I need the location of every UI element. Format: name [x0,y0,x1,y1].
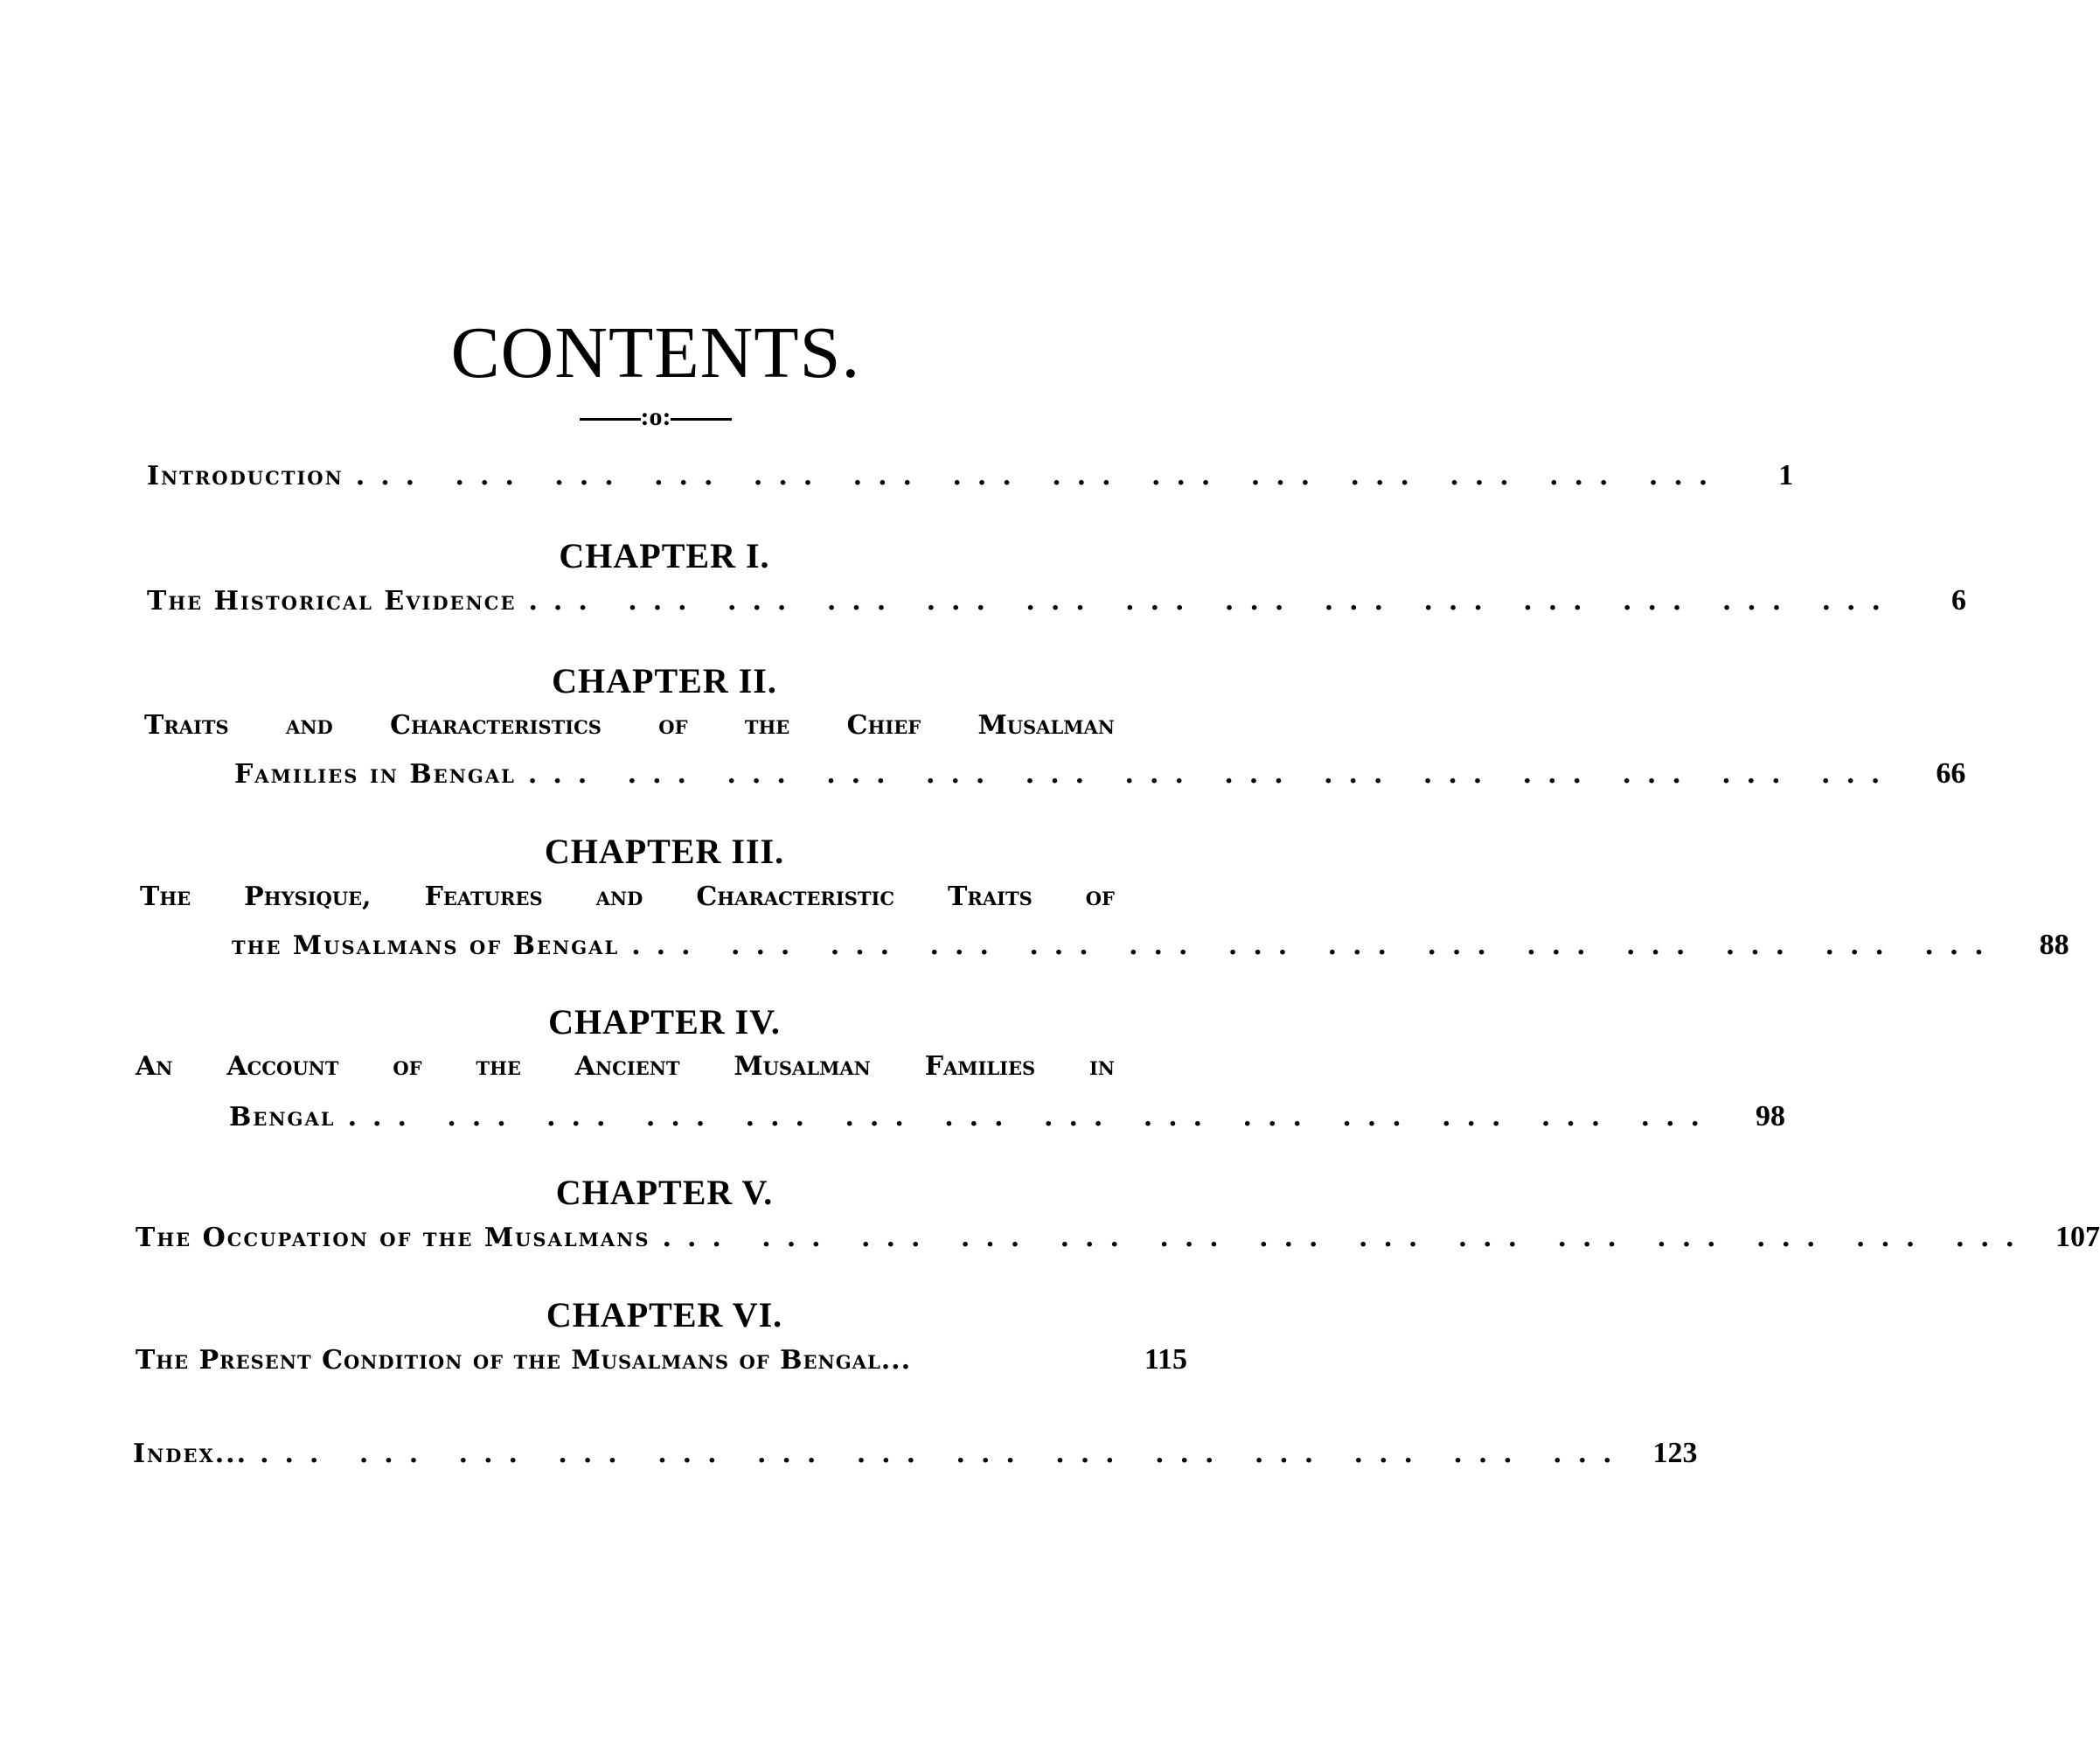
toc-word: The [140,881,191,912]
chapter-heading: CHAPTER I. [559,536,770,575]
toc-word: Chief [846,710,921,741]
ornament-mark: :o: [640,402,671,431]
ornament-rule-left [580,418,641,421]
toc-word: Traits [948,881,1033,912]
toc-page-number: 107 [2055,1221,2100,1253]
toc-word: Characteristic [696,881,895,912]
page-title: CONTENTS. [450,312,861,394]
toc-word: the [744,710,790,741]
toc-word: Physique, [244,881,372,912]
toc-word: Characteristics [390,710,601,741]
toc-word: Traits [144,710,229,741]
toc-entry-label: The Occupation of the Musalmans [136,1223,650,1253]
toc-page-number: 6 [1950,584,1966,617]
toc-word: of [658,710,688,741]
dot-leader: ... ... ... ... ... ... ... ... ... ... ... ... ... ... [347,1102,1716,1132]
toc-entry-label: Index... [133,1439,248,1469]
chapter-heading: CHAPTER IV. [548,1002,781,1042]
chapter-heading: CHAPTER VI. [546,1295,783,1334]
toc-entry-chapter-2-line1 [144,710,1115,741]
toc-word: the [476,1051,521,1082]
dot-leader: ... ... ... ... ... ... ... ... ... ... ... ... ... ... [355,461,1724,491]
toc-page-number: 66 [1936,757,1966,790]
toc-page-number: 123 [1652,1437,1698,1469]
dot-leader: ... ... ... ... ... ... ... ... ... ... ... ... ... ... [528,586,1896,617]
toc-word: Musalman [977,710,1115,741]
title-ornament [0,402,1311,432]
dot-leader: ... ... ... ... ... ... ... ... ... ... ... ... ... ... [662,1223,2030,1253]
toc-page-number: 88 [2039,929,2069,961]
toc-page-number: 1 [1778,459,1794,491]
toc-word: of [393,1051,422,1082]
dot-leader: ... ... ... ... ... ... ... ... ... ... ... ... ... ... [631,930,1999,961]
toc-entry-label: The Present Condition of the Musalmans of Bengal... [136,1345,912,1376]
chapter-heading: CHAPTER II. [552,661,777,700]
toc-word: An [136,1051,173,1082]
toc-entry-chapter-6[interactable] [136,1343,1187,1376]
toc-entry-chapter-3-line1 [140,881,1115,912]
toc-entry-label: The Historical Evidence [147,586,517,617]
toc-word: and [286,710,333,741]
toc-word: of [1085,881,1115,912]
dot-leader: ... ... ... ... ... ... ... ... ... ... ... ... ... ... [260,1439,1628,1469]
toc-word: Account [226,1051,339,1082]
chapter-heading: CHAPTER V. [555,1173,774,1212]
toc-entry-chapter-4[interactable] [229,1100,1786,1133]
ornament-rule-right [671,418,732,421]
toc-entry-chapter-5[interactable] [136,1221,2100,1254]
dot-leader: ... ... ... ... ... ... ... ... ... ... ... ... ... ... [527,759,1896,790]
toc-entry-chapter-3[interactable] [232,929,2069,962]
toc-entry-label: the Musalmans of Bengal [232,930,620,961]
toc-word: Ancient [574,1051,680,1082]
toc-word: Features [424,881,543,912]
toc-entry-label: Bengal [229,1102,336,1132]
toc-entry-chapter-2[interactable] [234,757,1966,791]
toc-word: and [595,881,643,912]
toc-entry-label: Families in Bengal [234,759,516,790]
toc-entry-index[interactable] [133,1437,1698,1470]
toc-page-number: 115 [1144,1343,1187,1376]
toc-entry-introduction[interactable] [147,459,1794,492]
chapter-heading: CHAPTER III. [544,832,785,871]
toc-word: Families [924,1051,1036,1082]
toc-page-number: 98 [1756,1100,1786,1132]
toc-entry-label: Introduction [147,461,344,491]
toc-word: in [1088,1051,1115,1082]
toc-entry-chapter-1[interactable] [147,584,1966,617]
toc-word: Musalman [734,1051,871,1082]
toc-entry-chapter-4-line1 [136,1051,1115,1082]
